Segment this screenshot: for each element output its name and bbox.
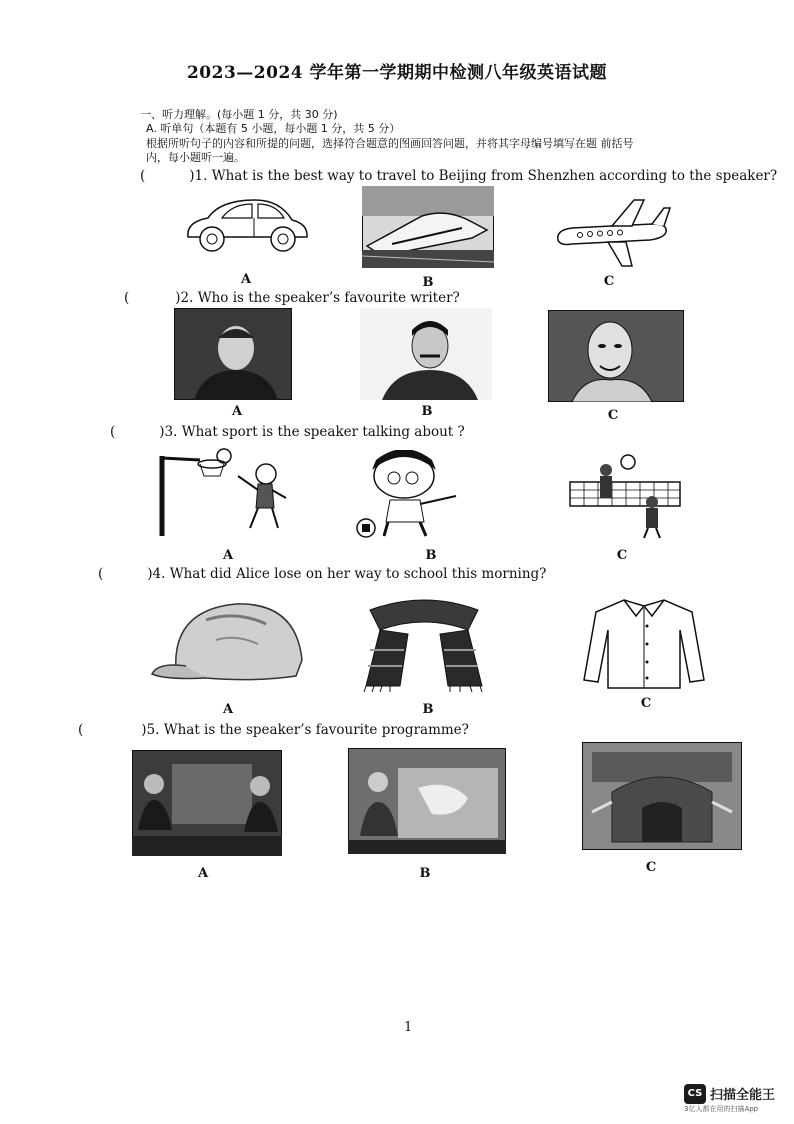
airplane-icon <box>552 196 672 270</box>
scanner-watermark <box>684 1082 780 1114</box>
question-5 <box>78 722 469 738</box>
option-a-label: A <box>231 404 243 419</box>
volleyball-icon <box>566 454 684 540</box>
scanner-logo-icon: CS <box>684 1084 706 1104</box>
answer-paren[interactable]: ( <box>124 290 130 306</box>
question-text: )4. What did Alice lose on her way to school this morning? <box>147 566 547 582</box>
tv-show-photo-c <box>582 742 742 850</box>
question-2 <box>124 290 460 306</box>
option-a-label: A <box>240 272 252 287</box>
answer-paren[interactable]: ( <box>140 168 146 184</box>
scarf-icon <box>350 590 498 692</box>
option-a-label: A <box>222 548 234 563</box>
scanner-tagline: 3亿人都在用的扫描App <box>684 1105 759 1113</box>
writer-portrait-c <box>548 310 684 402</box>
basketball-icon <box>154 446 294 538</box>
question-text: )2. Who is the speaker’s favourite writer? <box>175 290 460 306</box>
exam-title: 2023—2024 学年第一学期期中检测八年级英语试题 <box>186 63 608 83</box>
question-text: )5. What is the speaker’s favourite programme? <box>141 722 469 738</box>
option-c-label: C <box>645 860 657 875</box>
shirt-icon <box>580 594 708 690</box>
question-3 <box>110 424 465 440</box>
page-number: 1 <box>404 1020 413 1035</box>
tv-show-photo-a <box>132 750 282 856</box>
writer-portrait-b <box>360 308 492 400</box>
tv-show-photo-b <box>348 748 506 854</box>
section-heading: 一、听力理解。(每小题 1 分，共 30 分) <box>140 108 338 121</box>
answer-paren[interactable]: ( <box>98 566 104 582</box>
option-b-label: B <box>425 548 437 563</box>
option-c-label: C <box>640 696 652 711</box>
option-b-label: B <box>422 702 434 717</box>
instructions-line-2: 内，每小题听一遍。 <box>146 151 245 164</box>
option-c-label: C <box>603 274 615 289</box>
option-b-label: B <box>419 866 431 881</box>
instructions-line-1: 根据所听句子的内容和所提的问题，选择符合题意的图画回答问题，并将其字母编号填写在题 前括号 <box>146 137 634 150</box>
soccer-icon <box>346 450 470 540</box>
answer-paren[interactable]: ( <box>110 424 116 440</box>
option-a-label: A <box>197 866 209 881</box>
answer-paren[interactable]: ( <box>78 722 84 738</box>
cap-icon <box>146 590 314 694</box>
question-1 <box>140 168 777 184</box>
question-text: )1. What is the best way to travel to Beijing from Shenzhen according to the speaker? <box>189 168 778 184</box>
scanner-app-name: 扫描全能王 <box>710 1088 776 1103</box>
car-icon <box>180 192 315 262</box>
option-b-label: B <box>421 404 433 419</box>
question-4 <box>98 566 546 582</box>
option-c-label: C <box>607 408 619 423</box>
writer-portrait-a <box>174 308 292 400</box>
question-text: )3. What sport is the speaker talking about ? <box>159 424 465 440</box>
part-a-heading: A. 听单句（本题有 5 小题，每小题 1 分，共 5 分） <box>146 122 401 135</box>
option-c-label: C <box>616 548 628 563</box>
train-photo <box>362 186 494 268</box>
option-a-label: A <box>222 702 234 717</box>
option-b-label: B <box>422 275 434 290</box>
